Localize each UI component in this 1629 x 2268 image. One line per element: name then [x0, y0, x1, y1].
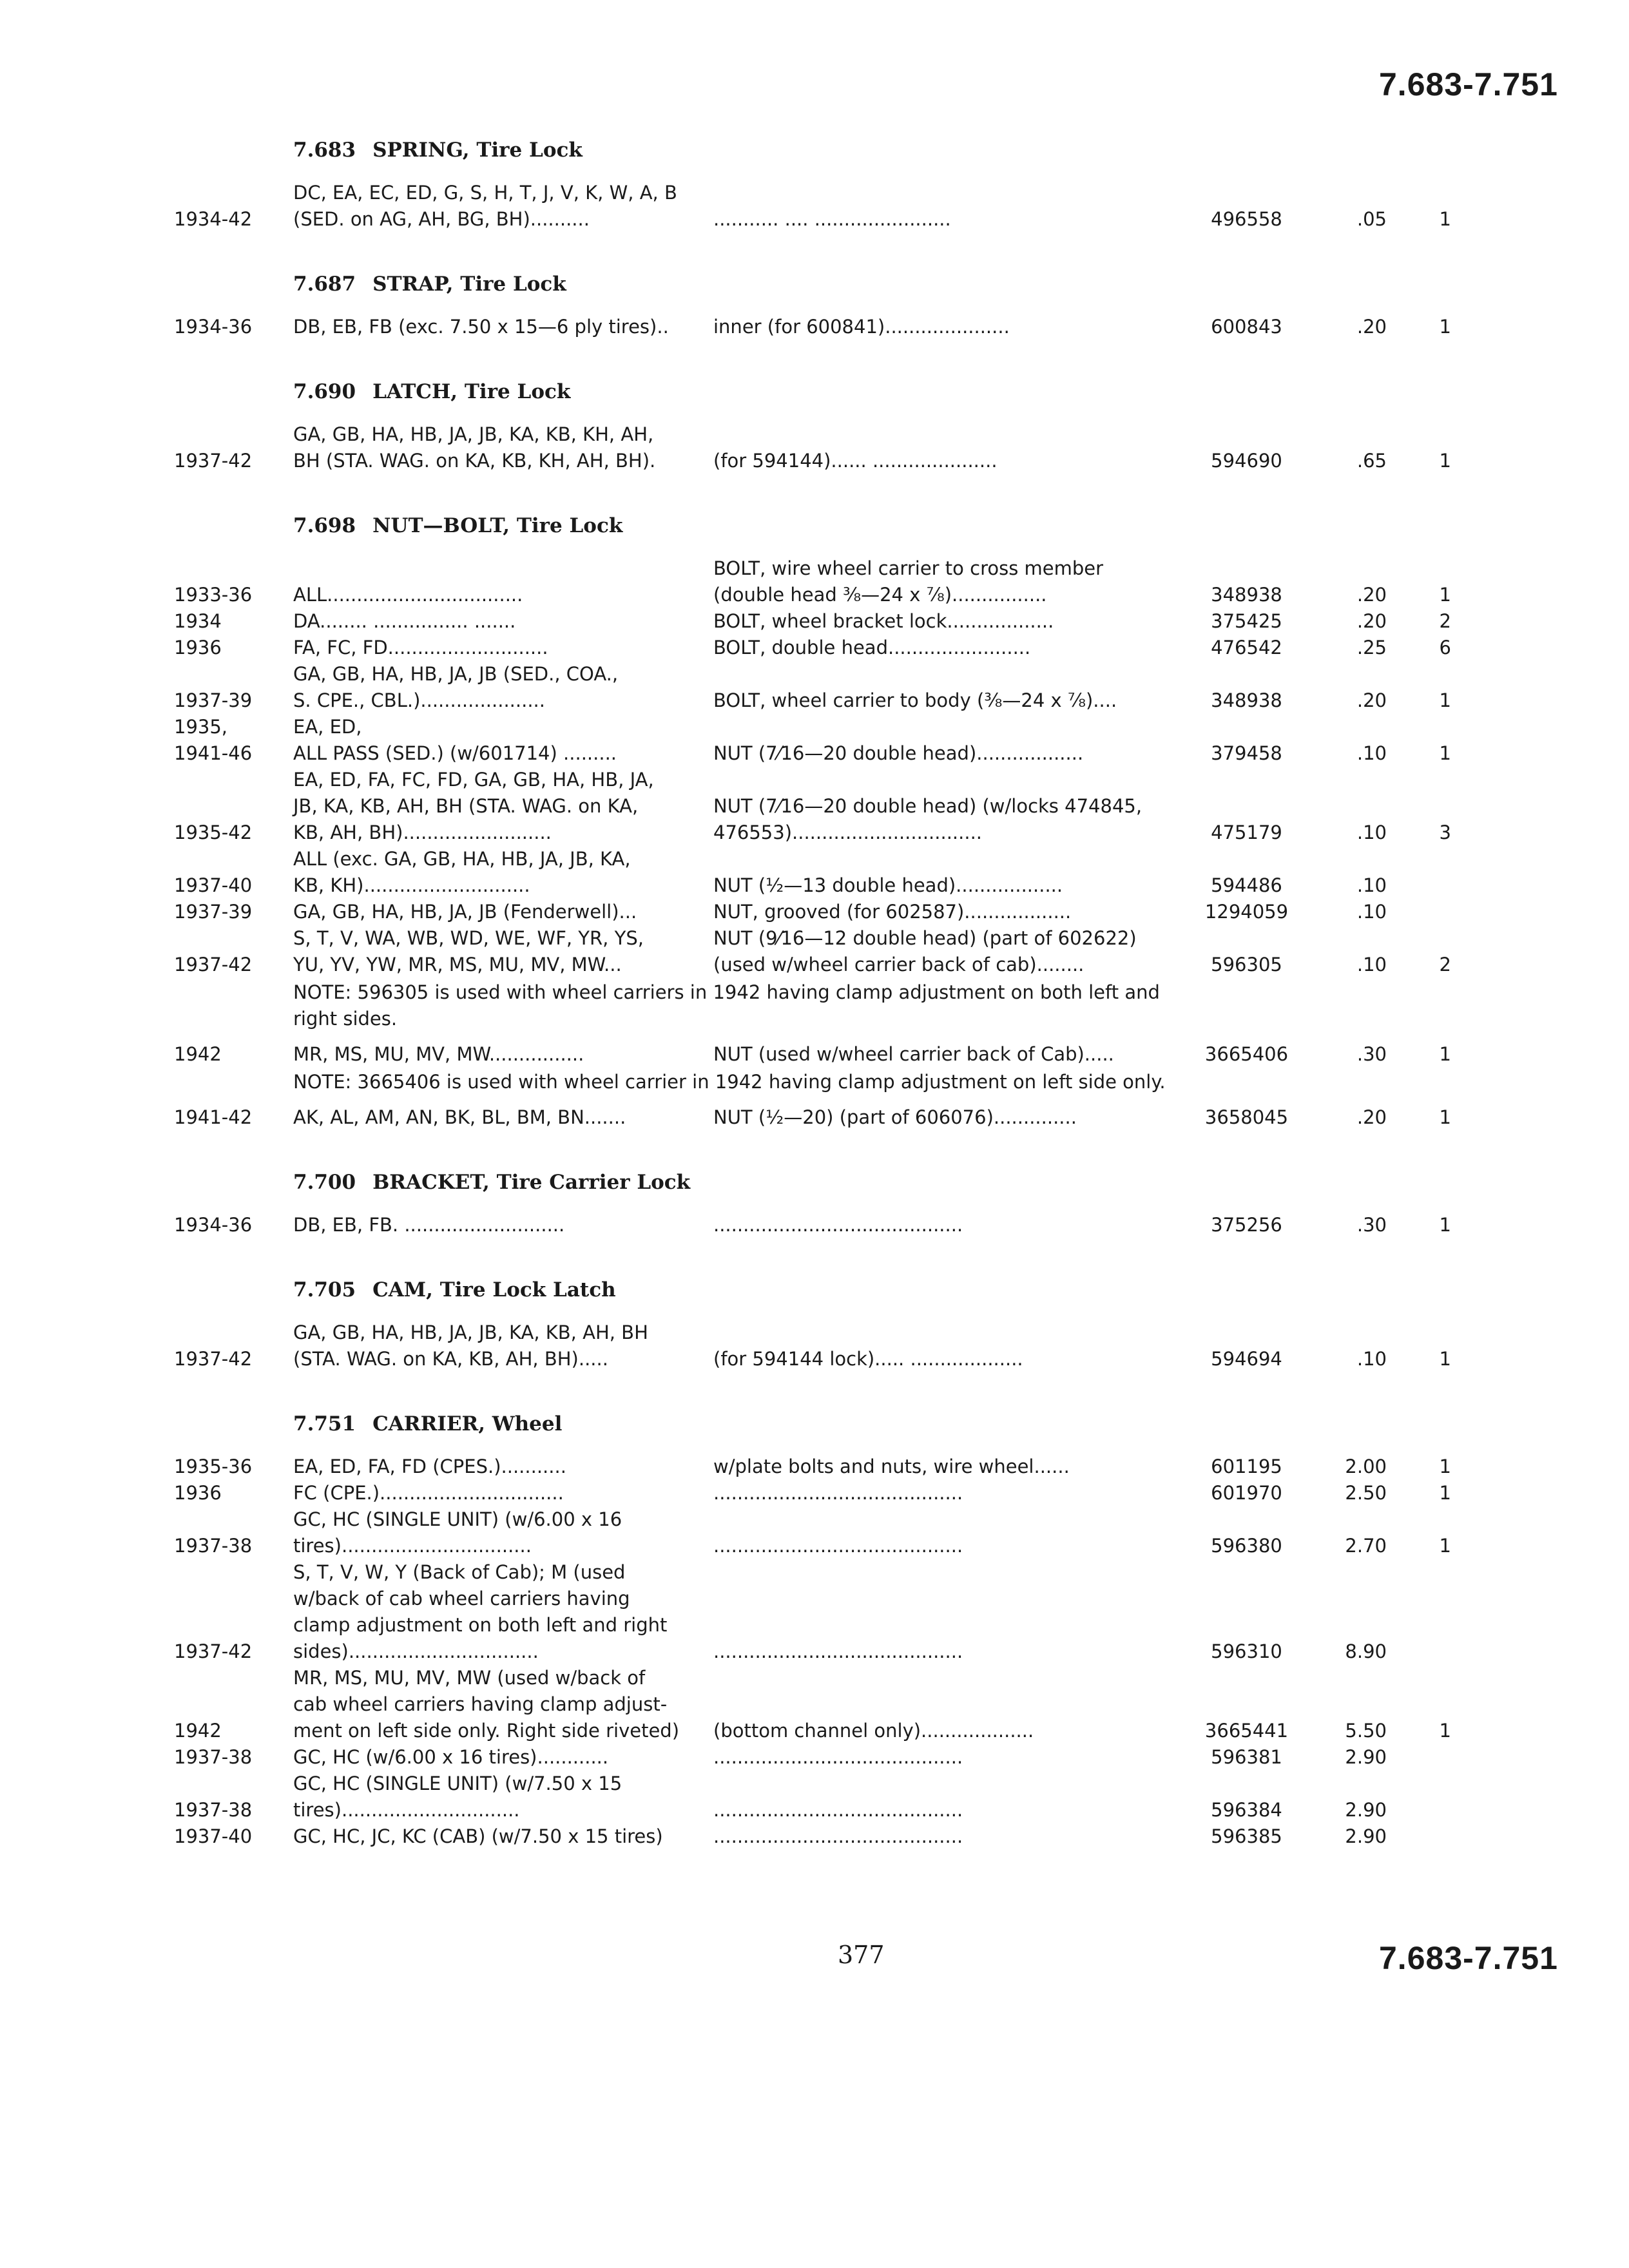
quantity-cell: 1 — [1439, 742, 1451, 764]
price-cell: .10 — [1356, 822, 1387, 843]
table-row — [174, 1480, 1527, 1506]
section-name: NUT—BOLT, Tire Lock — [372, 514, 623, 537]
price-cell: .20 — [1356, 610, 1387, 632]
description-cell: BOLT, wheel bracket lock.................. — [713, 610, 1054, 632]
model-cell: S, T, V, W, Y (Back of Cab); M (used w/back of cab wheel carriers having clamp adjustment on both left and right sides)................................ — [293, 1561, 668, 1662]
price-cell: 2.50 — [1345, 1482, 1387, 1504]
price-cell: .20 — [1356, 316, 1387, 338]
part-number-cell: 596384 — [1211, 1799, 1282, 1821]
price-cell: 2.70 — [1345, 1535, 1387, 1557]
price-cell: .10 — [1356, 954, 1387, 975]
table-row — [174, 1041, 1527, 1068]
section-title — [293, 1412, 1527, 1436]
year-cell: 1937-38 — [174, 1746, 253, 1768]
section-number: 7.698 — [293, 514, 356, 537]
description-cell: .......................................... — [713, 1640, 963, 1662]
section-number: 7.687 — [293, 273, 356, 296]
model-cell: FC (CPE.)............................... — [293, 1482, 564, 1504]
section-name: CARRIER, Wheel — [372, 1412, 563, 1436]
part-number-cell: 348938 — [1211, 689, 1282, 711]
model-cell: DB, EB, FB. ........................... — [293, 1214, 565, 1236]
model-cell: ALL (exc. GA, GB, HA, HB, JA, JB, KA, KB, KH)............................ — [293, 848, 631, 896]
quantity-cell: 1 — [1439, 1720, 1451, 1742]
part-number-cell: 3665441 — [1204, 1720, 1289, 1742]
price-cell: .10 — [1356, 901, 1387, 923]
description-cell: .......................................... — [713, 1482, 963, 1504]
description-cell: NUT (7⁄16—20 double head) (w/locks 474845, 476553)................................ — [713, 795, 1142, 843]
price-cell: 2.90 — [1345, 1799, 1387, 1821]
year-cell: 1936 — [174, 1482, 222, 1504]
year-cell: 1936 — [174, 637, 222, 658]
quantity-cell: 1 — [1439, 1106, 1451, 1128]
table-row — [174, 767, 1527, 846]
quantity-cell: 1 — [1439, 316, 1451, 338]
description-cell: inner (for 600841)..................... — [713, 316, 1010, 338]
page-number: 377 — [838, 1941, 885, 1969]
row-group — [174, 1104, 1527, 1131]
section-title — [293, 273, 1527, 296]
year-cell: 1934-36 — [174, 316, 253, 338]
part-number-cell: 375256 — [1211, 1214, 1282, 1236]
quantity-cell: 6 — [1439, 637, 1451, 658]
quantity-cell: 1 — [1439, 1482, 1451, 1504]
part-number-cell: 348938 — [1211, 584, 1282, 606]
model-cell: DB, EB, FB (exc. 7.50 x 15—6 ply tires).. — [293, 316, 669, 338]
description-cell: NUT (9⁄16—12 double head) (part of 602622) (used w/wheel carrier back of cab)........ — [713, 927, 1137, 975]
description-cell: .......................................... — [713, 1825, 963, 1847]
section-name: LATCH, Tire Lock — [372, 380, 571, 403]
year-cell: 1937-42 — [174, 1640, 253, 1662]
price-cell: .65 — [1356, 450, 1387, 472]
year-cell: 1942 — [174, 1043, 222, 1065]
year-cell: 1935-42 — [174, 822, 253, 843]
table-row — [174, 635, 1527, 661]
part-number-cell: 596305 — [1211, 954, 1282, 975]
model-cell: DC, EA, EC, ED, G, S, H, T, J, V, K, W, A, B (SED. on AG, AH, BG, BH).......... — [293, 182, 677, 230]
quantity-cell: 1 — [1439, 1214, 1451, 1236]
section-title — [293, 514, 1527, 537]
description-cell: NUT (½—13 double head).................. — [713, 874, 1063, 896]
quantity-cell: 1 — [1439, 1456, 1451, 1477]
part-number-cell: 594694 — [1211, 1348, 1282, 1370]
price-cell: .20 — [1356, 1106, 1387, 1128]
description-cell: BOLT, wheel carrier to body (⅜—24 x ⅞).... — [713, 689, 1117, 711]
header-range: 7.683-7.751 — [1379, 66, 1558, 102]
year-cell: 1937-42 — [174, 450, 253, 472]
note-text: NOTE: 3665406 is used with wheel carrier in 1942 having clamp adjustment on left side only. — [293, 1071, 1166, 1093]
table-row — [174, 180, 1527, 233]
section-number: 7.751 — [293, 1412, 356, 1436]
year-cell: 1935, 1941-46 — [174, 716, 253, 764]
table-row — [174, 1104, 1527, 1131]
section-name: SPRING, Tire Lock — [372, 139, 583, 162]
quantity-cell: 1 — [1439, 584, 1451, 606]
note-text: NOTE: 596305 is used with wheel carriers in 1942 having clamp adjustment on both left and right sides. — [293, 981, 1160, 1030]
price-cell: 2.90 — [1345, 1825, 1387, 1847]
price-cell: 5.50 — [1345, 1720, 1387, 1742]
description-cell: BOLT, double head........................ — [713, 637, 1031, 658]
table-row — [174, 714, 1527, 767]
model-cell: GC, HC, JC, KC (CAB) (w/7.50 x 15 tires) — [293, 1825, 663, 1847]
table-row — [174, 1559, 1527, 1665]
quantity-cell: 3 — [1439, 822, 1451, 843]
section-title — [293, 139, 1527, 162]
model-cell: AK, AL, AM, AN, BK, BL, BM, BN....... — [293, 1106, 626, 1128]
price-cell: .10 — [1356, 874, 1387, 896]
part-number-cell: 601195 — [1211, 1456, 1282, 1477]
price-cell: .25 — [1356, 637, 1387, 658]
description-cell: (for 594144 lock)..... ................... — [713, 1348, 1023, 1370]
price-cell: .30 — [1356, 1214, 1387, 1236]
table-row — [174, 925, 1527, 978]
price-cell: .10 — [1356, 742, 1387, 764]
model-cell: GC, HC (SINGLE UNIT) (w/6.00 x 16 tires)................................ — [293, 1508, 622, 1557]
year-cell: 1941-42 — [174, 1106, 253, 1128]
part-number-cell: 379458 — [1211, 742, 1282, 764]
year-cell: 1934 — [174, 610, 222, 632]
part-number-cell: 496558 — [1211, 208, 1282, 230]
parts-section — [174, 1278, 1527, 1372]
price-cell: .05 — [1356, 208, 1387, 230]
description-cell: .......................................... — [713, 1214, 963, 1236]
section-title — [293, 1278, 1527, 1302]
table-row — [174, 1320, 1527, 1372]
model-cell: ALL................................. — [293, 584, 523, 606]
table-row — [174, 661, 1527, 714]
table-row — [174, 1665, 1527, 1744]
description-cell: NUT (½—20) (part of 606076).............. — [713, 1106, 1077, 1128]
table-row — [174, 846, 1527, 899]
parts-section — [174, 139, 1527, 233]
year-cell: 1937-40 — [174, 874, 253, 896]
quantity-cell: 2 — [1439, 610, 1451, 632]
parts-list — [174, 139, 1527, 1850]
section-name: STRAP, Tire Lock — [372, 273, 566, 296]
table-row — [174, 555, 1527, 608]
model-cell: GA, GB, HA, HB, JA, JB (Fenderwell)... — [293, 901, 637, 923]
year-cell: 1937-39 — [174, 901, 253, 923]
table-row — [174, 421, 1527, 474]
year-cell: 1937-39 — [174, 689, 253, 711]
part-number-cell: 3665406 — [1204, 1043, 1289, 1065]
model-cell: EA, ED, ALL PASS (SED.) (w/601714) ......... — [293, 716, 617, 764]
year-cell: 1937-42 — [174, 1348, 253, 1370]
year-cell: 1937-42 — [174, 954, 253, 975]
model-cell: GC, HC (SINGLE UNIT) (w/7.50 x 15 tires).............................. — [293, 1773, 622, 1821]
section-number: 7.690 — [293, 380, 356, 403]
part-number-cell: 601970 — [1211, 1482, 1282, 1504]
quantity-cell: 1 — [1439, 689, 1451, 711]
year-cell: 1937-38 — [174, 1799, 253, 1821]
quantity-cell: 1 — [1439, 450, 1451, 472]
price-cell: 2.00 — [1345, 1456, 1387, 1477]
quantity-cell: 1 — [1439, 208, 1451, 230]
table-row — [174, 608, 1527, 635]
parts-section — [174, 380, 1527, 474]
model-cell: GA, GB, HA, HB, JA, JB (SED., COA., S. CPE., CBL.)..................... — [293, 663, 619, 711]
description-cell: (bottom channel only)................... — [713, 1720, 1034, 1742]
row-group — [174, 1041, 1527, 1068]
part-number-cell: 596310 — [1211, 1640, 1282, 1662]
description-cell: ........... .... ....................... — [713, 208, 951, 230]
part-number-cell: 476542 — [1211, 637, 1282, 658]
parts-section — [174, 1171, 1527, 1238]
table-row — [174, 1823, 1527, 1850]
section-number: 7.683 — [293, 139, 356, 162]
footer-range: 7.683-7.751 — [1379, 1940, 1558, 1976]
description-cell: BOLT, wire wheel carrier to cross member (double head ⅜—24 x ⅞)................ — [713, 557, 1104, 606]
year-cell: 1942 — [174, 1720, 222, 1742]
description-cell: NUT (7⁄16—20 double head).................. — [713, 742, 1084, 764]
table-row — [174, 1744, 1527, 1771]
description-cell: .......................................... — [713, 1746, 963, 1768]
part-number-cell: 596381 — [1211, 1746, 1282, 1768]
part-number-cell: 600843 — [1211, 316, 1282, 338]
parts-section — [174, 514, 1527, 1131]
part-number-cell: 594486 — [1211, 874, 1282, 896]
price-cell: .10 — [1356, 1348, 1387, 1370]
model-cell: EA, ED, FA, FD (CPES.)........... — [293, 1456, 566, 1477]
year-cell: 1937-40 — [174, 1825, 253, 1847]
price-cell: .30 — [1356, 1043, 1387, 1065]
model-cell: GA, GB, HA, HB, JA, JB, KA, KB, KH, AH, BH (STA. WAG. on KA, KB, KH, AH, BH). — [293, 423, 656, 472]
table-row — [174, 1454, 1527, 1480]
model-cell: MR, MS, MU, MV, MW................ — [293, 1043, 584, 1065]
model-cell: MR, MS, MU, MV, MW (used w/back of cab wheel carriers having clamp adjust- ment on left side only. Right side riveted) — [293, 1667, 680, 1742]
part-number-cell: 596385 — [1211, 1825, 1282, 1847]
model-cell: S, T, V, WA, WB, WD, WE, WF, YR, YS, YU, YV, YW, MR, MS, MU, MV, MW... — [293, 927, 644, 975]
table-row — [174, 314, 1527, 340]
section-number: 7.700 — [293, 1171, 356, 1194]
part-number-cell: 475179 — [1211, 822, 1282, 843]
year-cell: 1933-36 — [174, 584, 253, 606]
section-title — [293, 1171, 1527, 1194]
table-row — [174, 1212, 1527, 1238]
section-name: BRACKET, Tire Carrier Lock — [372, 1171, 691, 1194]
section-number: 7.705 — [293, 1278, 356, 1302]
description-cell: .......................................... — [713, 1799, 963, 1821]
part-number-cell: 3658045 — [1204, 1106, 1289, 1128]
table-row — [174, 1771, 1527, 1823]
table-row — [174, 899, 1527, 925]
part-number-cell: 596380 — [1211, 1535, 1282, 1557]
description-cell: w/plate bolts and nuts, wire wheel...... — [713, 1456, 1070, 1477]
section-title — [293, 380, 1527, 403]
table-row — [174, 1506, 1527, 1559]
model-cell: GA, GB, HA, HB, JA, JB, KA, KB, AH, BH (STA. WAG. on KA, KB, AH, BH)..... — [293, 1321, 648, 1370]
part-number-cell: 375425 — [1211, 610, 1282, 632]
model-cell: FA, FC, FD........................... — [293, 637, 548, 658]
section-name: CAM, Tire Lock Latch — [372, 1278, 616, 1302]
part-number-cell: 594690 — [1211, 450, 1282, 472]
model-cell: GC, HC (w/6.00 x 16 tires)............ — [293, 1746, 609, 1768]
parts-section — [174, 1412, 1527, 1850]
model-cell: EA, ED, FA, FC, FD, GA, GB, HA, HB, JA, JB, KA, KB, AH, BH (STA. WAG. on KA, KB, AH, BH)......................... — [293, 769, 654, 843]
year-cell: 1937-38 — [174, 1535, 253, 1557]
quantity-cell: 1 — [1439, 1043, 1451, 1065]
year-cell: 1935-36 — [174, 1456, 253, 1477]
price-cell: .20 — [1356, 689, 1387, 711]
part-number-cell: 1294059 — [1204, 901, 1289, 923]
year-cell: 1934-36 — [174, 1214, 253, 1236]
parts-section — [174, 273, 1527, 340]
quantity-cell: 1 — [1439, 1348, 1451, 1370]
model-cell: DA........ ................ ....... — [293, 610, 516, 632]
quantity-cell: 2 — [1439, 954, 1451, 975]
year-cell: 1934-42 — [174, 208, 253, 230]
description-cell: .......................................... — [713, 1535, 963, 1557]
quantity-cell: 1 — [1439, 1535, 1451, 1557]
price-cell: 2.90 — [1345, 1746, 1387, 1768]
price-cell: 8.90 — [1345, 1640, 1387, 1662]
description-cell: NUT (used w/wheel carrier back of Cab)..... — [713, 1043, 1114, 1065]
description-cell: (for 594144)...... ..................... — [713, 450, 998, 472]
price-cell: .20 — [1356, 584, 1387, 606]
description-cell: NUT, grooved (for 602587).................. — [713, 901, 1072, 923]
